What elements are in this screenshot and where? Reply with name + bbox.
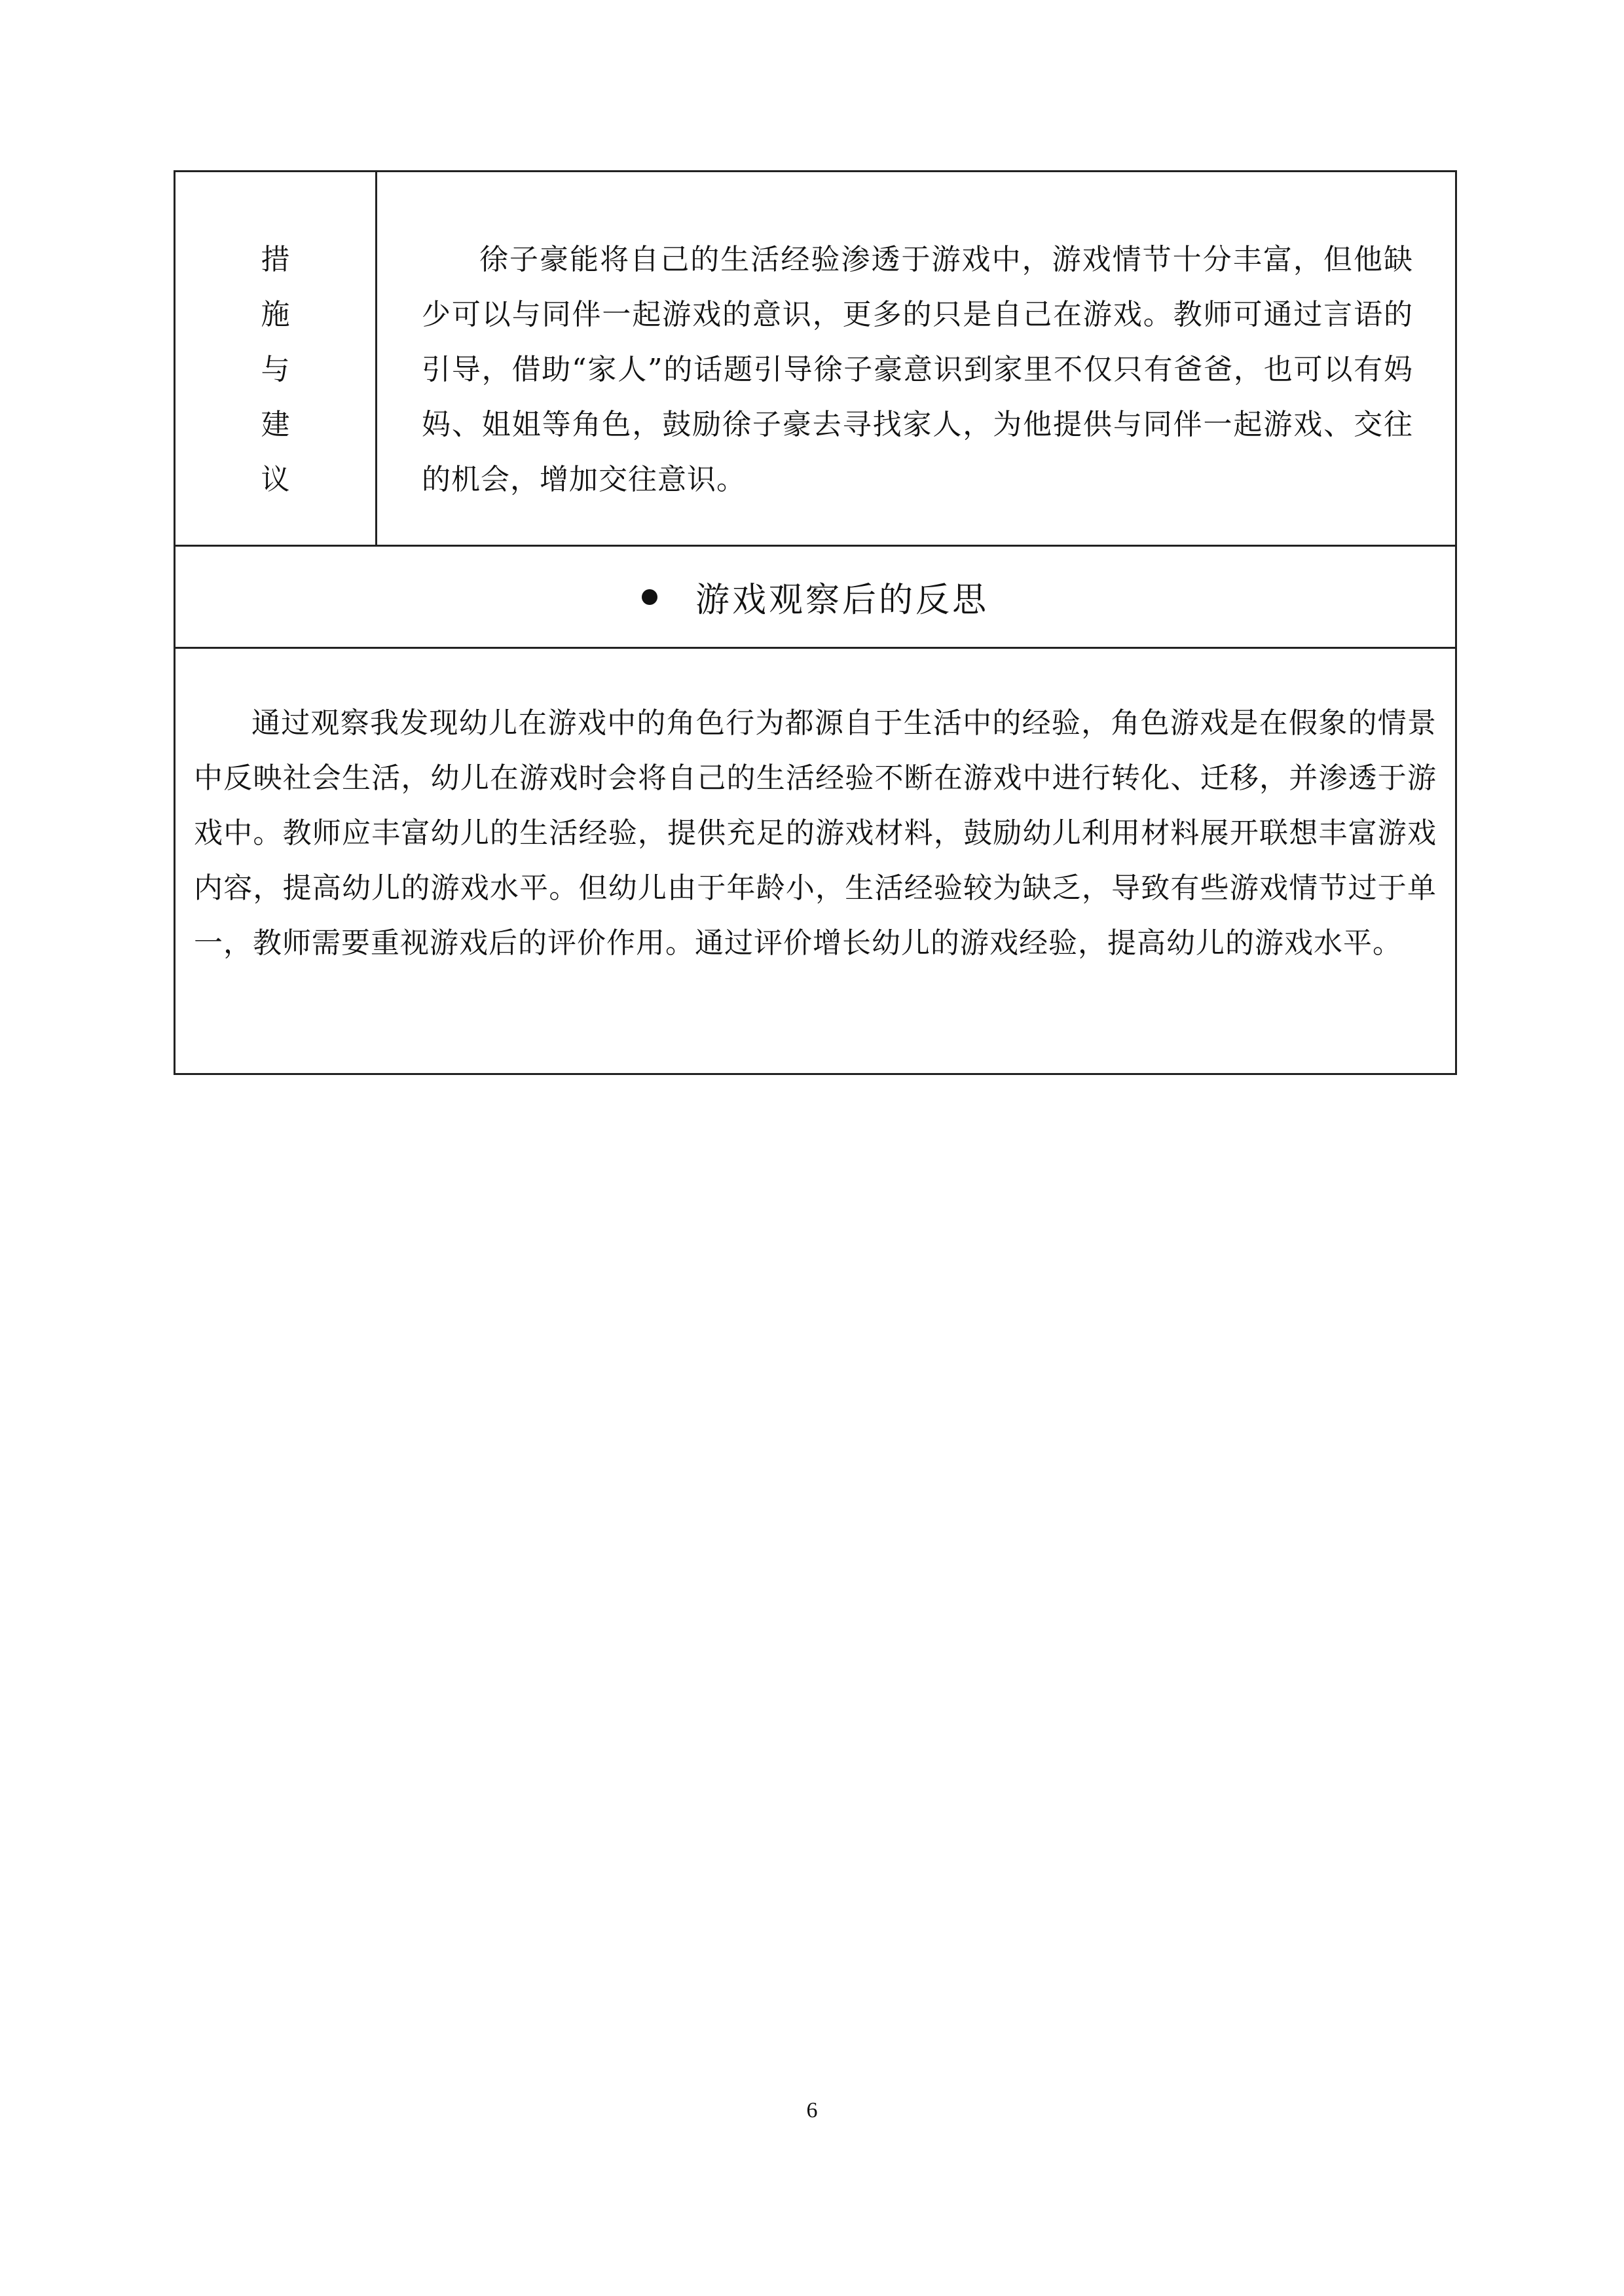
reflection-content-row [175, 649, 1455, 1073]
measures-label-char: 措 [261, 243, 290, 276]
observation-table [174, 170, 1457, 1075]
measures-paragraph: 徐子豪能将自己的生活经验渗透于游戏中，游戏情节十分丰富，但他缺少可以与同伴一起游戏的意识，更多的只是自己在游戏。教师可通过言语的引导，借助“家人”的话题引导徐子豪意识到家里不仅只有爸爸，也可以有妈妈、姐姐等角色，鼓励徐子豪去寻找家人，为他提供与同伴一起游戏、交往的机会，增加交往意识。 [422, 243, 1413, 496]
measures-label-char: 建 [261, 408, 290, 441]
measures-label-char: 施 [261, 298, 290, 331]
measures-label-cell [175, 172, 377, 545]
measures-label-char: 与 [261, 353, 290, 386]
measures-content-cell [377, 172, 1455, 545]
reflection-paragraph: 通过观察我发现幼儿在游戏中的角色行为都源自于生活中的经验，角色游戏是在假象的情景中反映社会生活，幼儿在游戏时会将自己的生活经验不断在游戏中进行转化、迁移，并渗透于游戏中。教师应丰富幼儿的生活经验，提供充足的游戏材料，鼓励幼儿利用材料展开联想丰富游戏内容，提高幼儿的游戏水平。但幼儿由于年龄小，生活经验较为缺乏，导致有些游戏情节过于单一，教师需要重视游戏后的评价作用。通过评价增长幼儿的游戏经验，提高幼儿的游戏水平。 [194, 706, 1437, 960]
measures-row [175, 172, 1455, 547]
reflection-heading-row [175, 547, 1455, 649]
page-number: 6 [806, 2098, 818, 2123]
reflection-heading: 游戏观察后的反思 [695, 581, 989, 620]
bullet-icon [642, 589, 657, 605]
measures-label-char: 议 [261, 463, 290, 496]
